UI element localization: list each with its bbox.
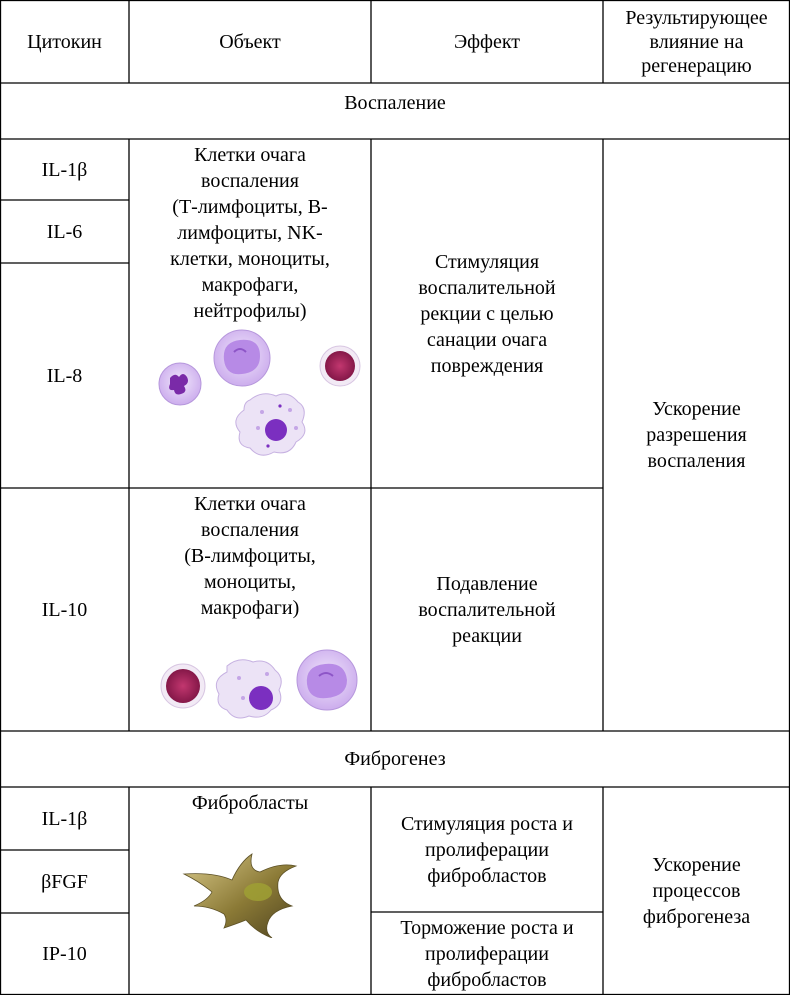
effect-line: санации очага	[426, 328, 548, 351]
fibroblast-cell-icon	[184, 854, 296, 938]
object-cell	[129, 491, 371, 631]
object-line: (В-лимфоциты,	[184, 545, 316, 567]
header-result-line: влияние на	[649, 30, 744, 53]
object-line: макрофаги,	[201, 274, 299, 296]
header-cytokine-text: Цитокин	[27, 30, 102, 53]
object-line: Клетки очага	[194, 493, 306, 515]
cytokine-name: βFGF	[41, 870, 88, 893]
cytokine-name: IL-10	[41, 598, 88, 621]
macrophage-cell-icon	[236, 394, 305, 455]
result-line: Ускорение	[652, 854, 741, 876]
fibroblast-illustration	[180, 852, 320, 938]
effect-line: пролиферации	[425, 838, 549, 861]
header-result	[603, 0, 790, 83]
header-result-line: регенерацию	[641, 54, 752, 77]
lymphocyte-cell-icon	[161, 664, 205, 708]
result-line: процессов	[652, 880, 741, 902]
effect-cell	[371, 488, 603, 731]
cytokine-cell	[0, 488, 129, 731]
effect-line: рекции с целью	[420, 302, 554, 325]
effect-line: Стимуляция роста и	[400, 812, 574, 835]
cytokine-cell	[0, 913, 129, 995]
header-effect	[371, 0, 603, 83]
object-cell	[129, 142, 371, 342]
header-result-line: Результирующее	[625, 6, 768, 29]
section-title-fibrogenesis	[0, 731, 790, 787]
effect-line: фибробластов	[427, 864, 547, 887]
header-cytokine	[0, 0, 129, 83]
object-line: клетки, моноциты,	[170, 248, 330, 270]
monocyte-cell-icon	[297, 650, 357, 710]
result-cell	[603, 787, 790, 995]
object-line: макрофаги)	[200, 597, 300, 619]
effect-line: повреждения	[430, 354, 544, 377]
object-line: Клетки очага	[194, 144, 306, 166]
cytokine-cell	[0, 787, 129, 850]
header-object	[129, 0, 371, 83]
immune-cells-illustration-2	[155, 648, 365, 722]
object-line: моноциты,	[204, 571, 296, 593]
cytokine-name: IL-1β	[41, 158, 88, 181]
cytokine-cell	[0, 263, 129, 488]
lymphocyte-cell-icon	[320, 346, 360, 386]
cytokine-cell	[0, 200, 129, 263]
cytokine-name: IL-1β	[41, 807, 88, 830]
header-effect-text: Эффект	[453, 30, 521, 53]
cytokine-name: IL-6	[46, 220, 83, 243]
cytokine-cell	[0, 850, 129, 913]
cytokine-cell	[0, 139, 129, 200]
section-title-inflammation	[0, 83, 790, 123]
object-line: воспаления	[201, 519, 299, 541]
macrophage-cell-icon	[216, 660, 281, 718]
effect-cell	[371, 787, 603, 912]
effect-cell	[371, 912, 603, 995]
monocyte-cell-icon	[214, 330, 270, 386]
object-line: Фибробласты	[191, 792, 309, 814]
effect-line: воспалительной	[418, 276, 556, 299]
result-line: фиброгенеза	[642, 906, 751, 928]
object-line: (Т-лимфоциты, В-	[172, 196, 328, 218]
neutrophil-cell-icon	[159, 363, 201, 405]
cytokine-name: IL-8	[46, 364, 83, 387]
result-cell	[603, 139, 790, 731]
effect-cell	[371, 139, 603, 488]
object-cell	[129, 790, 371, 830]
section-title-text: Фиброгенез	[344, 748, 446, 770]
object-line: воспаления	[201, 170, 299, 192]
effect-line: Подавление	[436, 572, 538, 595]
effect-line: воспалительной	[418, 598, 556, 621]
object-line: нейтрофилы)	[193, 300, 307, 322]
effect-line: Стимуляция	[434, 250, 540, 273]
result-line: разрешения	[646, 424, 747, 446]
effect-line: реакции	[452, 624, 522, 647]
immune-cells-illustration	[150, 328, 365, 458]
result-line: воспаления	[647, 450, 746, 472]
object-line: лимфоциты, NK-	[177, 222, 323, 244]
header-object-text: Объект	[219, 30, 281, 53]
section-title-text: Воспаление	[344, 92, 446, 114]
result-line: Ускорение	[652, 398, 741, 420]
effect-line: пролиферации	[425, 942, 549, 965]
effect-line: фибробластов	[427, 968, 547, 991]
effect-line: Торможение роста и	[400, 916, 574, 939]
cytokine-name: IP-10	[42, 943, 87, 965]
